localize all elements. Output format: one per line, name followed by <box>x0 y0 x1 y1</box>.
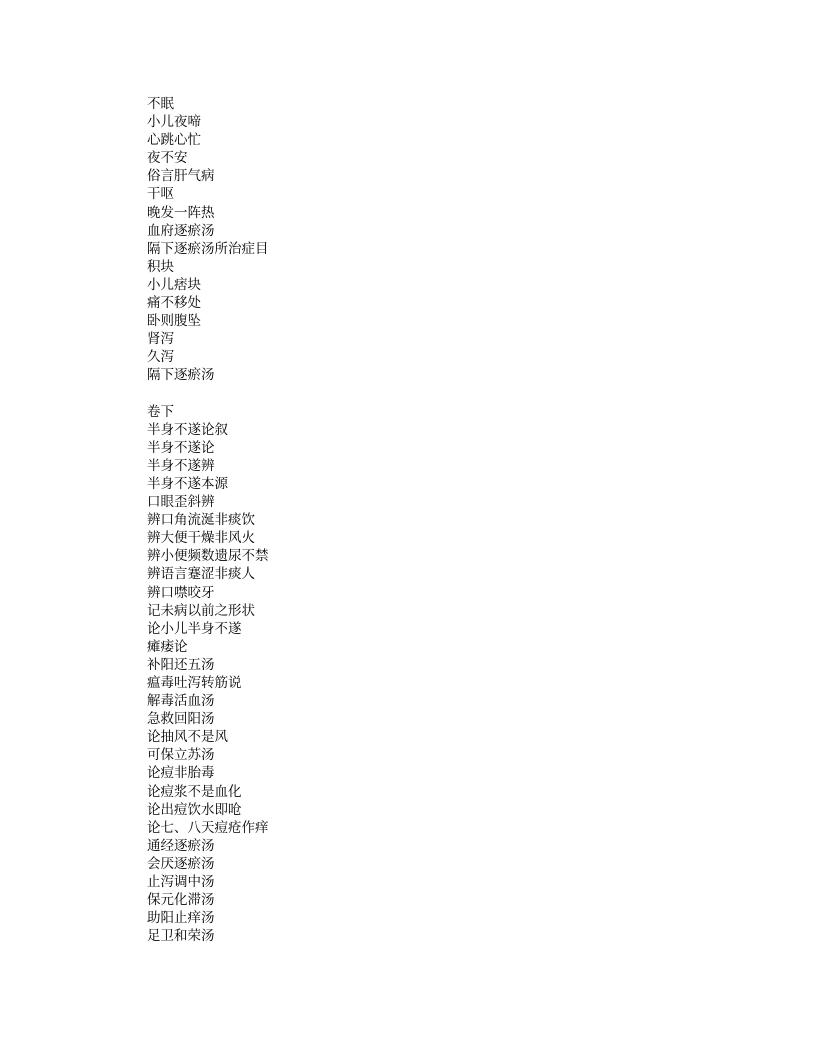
toc-entry: 瘫痿论 <box>147 638 188 655</box>
toc-section-a <box>147 95 707 385</box>
toc-entry: 晚发一阵热 <box>147 204 215 221</box>
toc-entry: 半身不遂辨 <box>147 457 215 474</box>
toc-entry: 瘟毒吐泻转筋说 <box>147 675 242 691</box>
toc-entry: 半身不遂论 <box>147 439 215 456</box>
toc-entry: 血府逐瘀汤 <box>147 222 215 239</box>
toc-entry: 论七、八天痘疮作痒 <box>147 819 269 836</box>
toc-entry: 半身不遂本源 <box>147 475 228 492</box>
toc-entry: 不眠 <box>147 96 174 112</box>
toc-entry: 小儿夜啼 <box>147 114 201 131</box>
toc-entry: 隔下逐瘀汤所治症目 <box>147 240 269 257</box>
toc-entry: 夜不安 <box>147 150 188 167</box>
toc-entry: 会厌逐瘀汤 <box>147 855 215 872</box>
toc-entry: 痛不移处 <box>147 295 201 312</box>
toc-entry: 辨口角流涎非痰饮 <box>147 512 255 529</box>
toc-section-b <box>147 403 707 946</box>
toc-entry: 论痘浆不是血化 <box>147 783 242 800</box>
toc-entry: 急救回阳汤 <box>147 711 215 728</box>
toc-entry: 论抽风不是风 <box>147 729 228 746</box>
toc-entry: 止泻调中汤 <box>147 874 215 891</box>
toc-entry: 久泻 <box>147 349 174 366</box>
toc-entry: 心跳心忙 <box>147 132 201 149</box>
toc-entry: 小儿痞块 <box>147 276 201 293</box>
section-gap <box>147 385 707 403</box>
toc-entry: 通经逐瘀汤 <box>147 837 215 854</box>
toc-entry: 记未病以前之形状 <box>147 602 255 619</box>
toc-entry: 保元化滞汤 <box>147 892 215 909</box>
toc-entry: 解毒活血汤 <box>147 693 215 710</box>
toc-entry: 论痘非胎毒 <box>147 765 215 782</box>
toc-entry: 肾泻 <box>147 331 174 348</box>
toc-entry: 辨口噤咬牙 <box>147 584 215 601</box>
toc-entry: 助阳止痒汤 <box>147 910 215 927</box>
toc-entry: 卧则腹坠 <box>147 313 201 330</box>
toc-entry: 论出痘饮水即呛 <box>147 801 242 818</box>
toc-entry: 隔下逐瘀汤 <box>147 367 215 384</box>
volume-heading: 卷下 <box>147 403 174 420</box>
toc-entry: 辨大便干燥非风火 <box>147 530 255 547</box>
toc-entry: 半身不遂论叙 <box>147 421 228 438</box>
toc-entry: 俗言肝气病 <box>147 168 215 185</box>
document-page <box>147 95 707 945</box>
toc-entry: 足卫和荣汤 <box>147 928 215 945</box>
toc-entry: 论小儿半身不遂 <box>147 620 242 637</box>
toc-entry: 补阳还五汤 <box>147 656 215 673</box>
toc-entry: 辨语言蹇涩非痰人 <box>147 566 255 583</box>
toc-entry: 干呕 <box>147 186 174 203</box>
toc-entry: 可保立苏汤 <box>147 747 215 764</box>
toc-entry: 辨小便频数遗尿不禁 <box>147 548 269 565</box>
toc-entry: 积块 <box>147 258 174 275</box>
toc-entry: 口眼歪斜辨 <box>147 494 215 511</box>
